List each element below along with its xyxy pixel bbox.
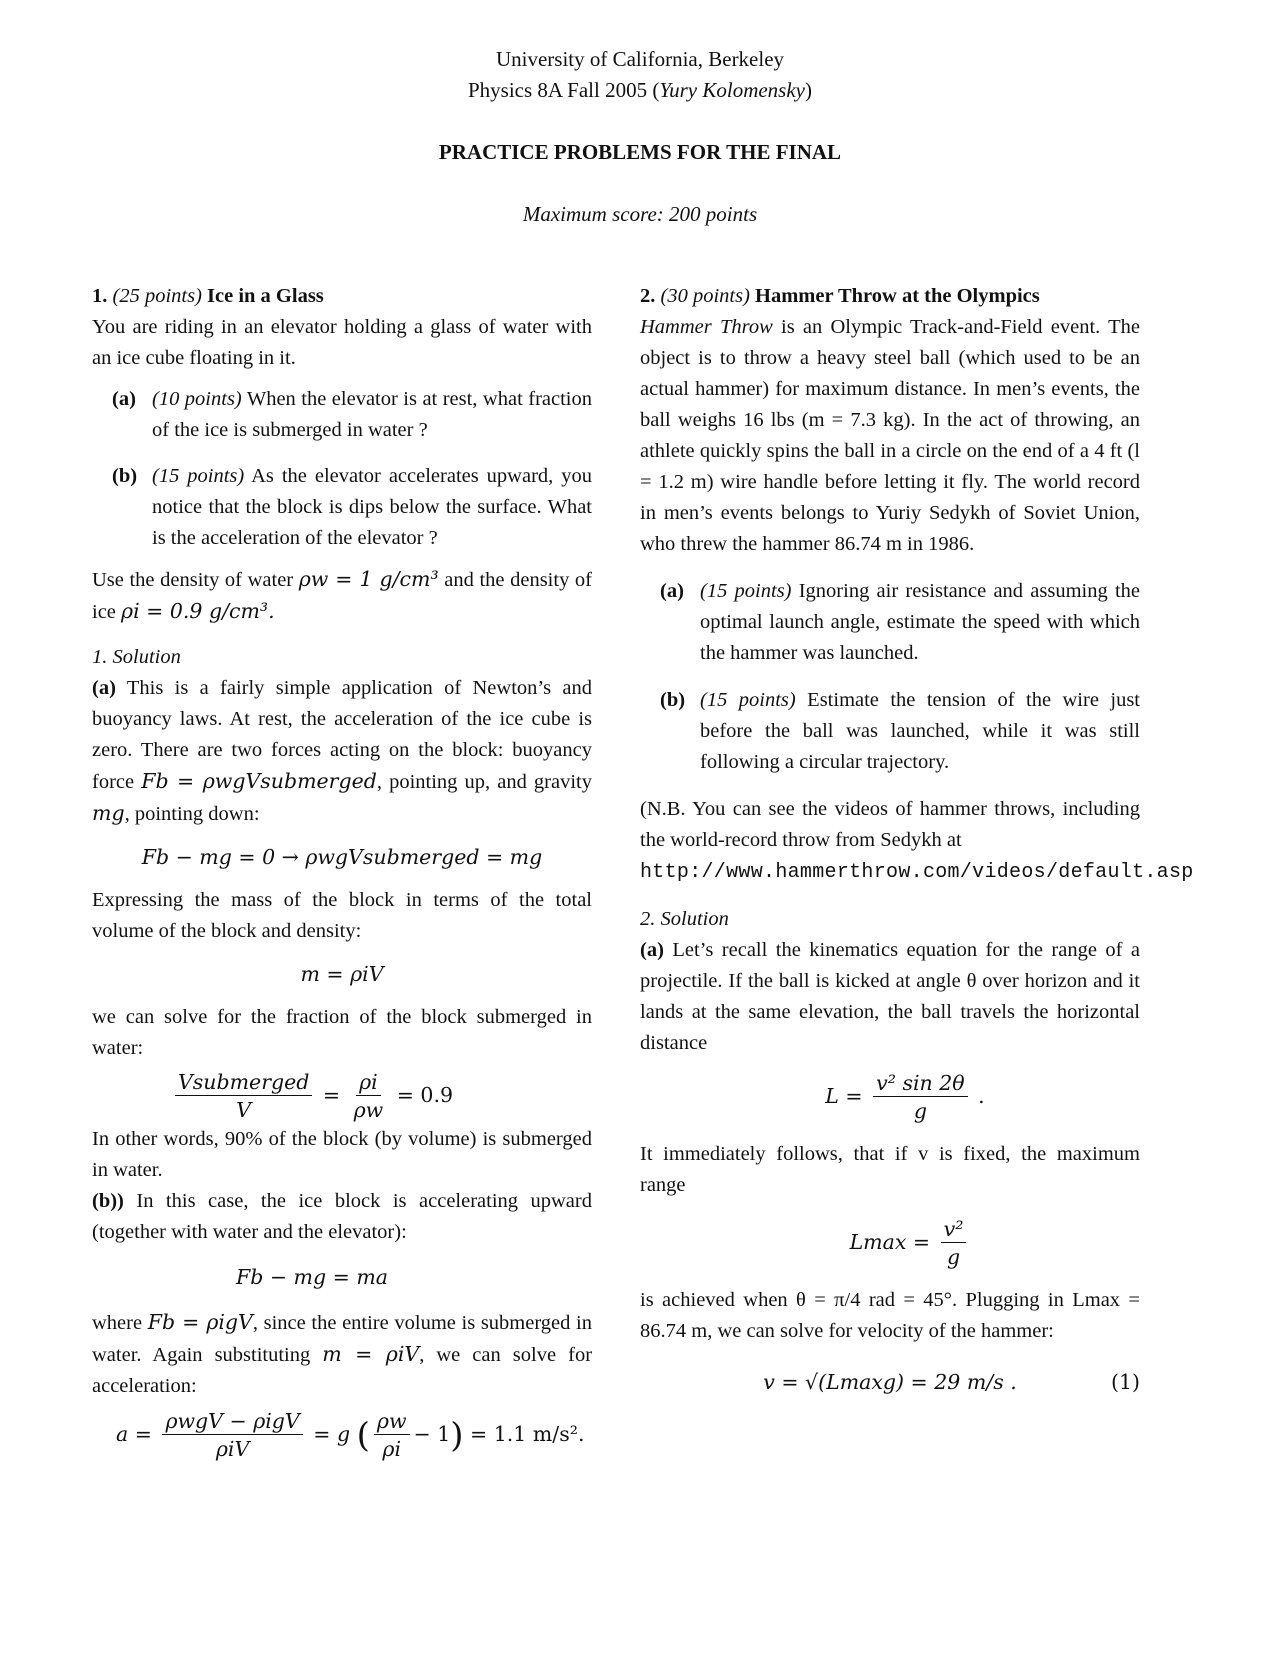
solution-1-heading: 1. Solution [92, 646, 181, 668]
problem-1-part-b [112, 461, 592, 554]
problem-1-column [92, 281, 592, 1466]
equation-fraction: $\frac{\text{Vsubmerged}}{V}$ = $\frac{\rho i}{\rho w}$ = 0.9 [32, 1068, 592, 1124]
solution-2-heading: 2. Solution [640, 908, 729, 930]
course-prefix: Physics 8A Fall 2005 ( [468, 78, 660, 102]
fraction-acceleration: $\frac{\text{ρwgV − ρigV}}{\text{ρiV}}$ [162, 1408, 302, 1463]
problem-1-part-a [112, 384, 592, 446]
problem-2-part-a [660, 576, 1140, 669]
max-range-text: It immediately follows, that if v is fixed, the maximum range [640, 1143, 1140, 1196]
problem-2-intro-body: is an Olympic Track-and-Field event. The object is to throw a heavy steel ball (which used to be an actual hammer) for maximum distance. In men’s events, the ball weighs 16 lbs (m = 7.3 kg). In the act of throwing, an athlete quickly spins the ball in a circle on the end of a 4 ft (l = 1.2 m) wire handle before letting it fly. The world record in men’s events belongs to Yuriy Sedykh of Soviet Union, who threw the hammer 86.74 m in 1986. [640, 316, 1140, 555]
equation-mass: m = ρiV [300, 962, 384, 986]
solution-2a-label: (a) [640, 939, 664, 961]
problem-1-points: (25 points) [112, 285, 202, 307]
problem-2-intro-italic: Hammer Throw [640, 316, 773, 338]
achieved-text: is achieved when θ = π/4 rad = 45°. Plugging in Lmax = 86.74 m, we can solve for velocity of the hammer: [640, 1289, 1140, 1342]
equation-max-range: Lmax = $\frac{\text{v²}}{g}$ [680, 1211, 1140, 1273]
solution-1a-part3: , pointing down: [124, 803, 260, 825]
problem-2-heading: Hammer Throw at the Olympics [755, 285, 1040, 307]
university-name: University of California, Berkeley [495, 47, 785, 71]
fraction-max-range: $\frac{\text{v²}}{g}$ [941, 1216, 967, 1271]
density-mid: and the density of ice [92, 569, 592, 623]
solution-1b-body: In this case, the ice block is accelerating upward (together with water and the elevator): [92, 1190, 592, 1243]
problem-2-intro [640, 312, 1140, 560]
problem-2-points: (30 points) [660, 285, 750, 307]
p2-part-a-label: (a) [660, 580, 684, 602]
nb-text: (N.B. You can see the videos of hammer throws, including the world-record throw from Sedykh at [640, 798, 1140, 851]
part-b-points: (15 points) [152, 465, 245, 487]
equation-newton: Fb − mg = ma [236, 1265, 388, 1289]
fraction-range: $\frac{\text{v² sin 2θ}}{g}$ [873, 1070, 968, 1125]
solution-1b-text [92, 1186, 592, 1248]
problem-1-intro: You are riding in an elevator holding a glass of water with an ice cube floating in it. [92, 316, 592, 369]
part-a-question: When the elevator is at rest, what fraction of the ice is submerged in water ? [152, 388, 592, 441]
substitution-text: where Fb = ρigV, since the entire volume is submerged in water. Again substituting m = ρiV, we can solve for acceleration: [92, 1310, 593, 1397]
course-line [0, 75, 1280, 106]
fraction-result: = 0.9 [396, 1083, 454, 1107]
equation-number: (1) [1110, 1370, 1140, 1394]
gravity-formula: mg [92, 801, 125, 825]
instructor-name: Yury Kolomensky [659, 78, 805, 102]
fraction-volume: $\frac{\text{Vsubmerged}}{V}$ [175, 1069, 312, 1124]
part-a-text [152, 384, 592, 446]
equation-range: L = $\frac{\text{v² sin 2θ}}{g}$ . [825, 1071, 985, 1123]
density-ice: ρi = 0.9 g/cm³. [121, 599, 275, 623]
problem-1-title [92, 281, 592, 312]
max-score: Maximum score: 200 points [522, 202, 758, 226]
equation-acceleration: a = $\frac{\text{ρwgV − ρigV}}{\text{ρiV}}$ = g ( $\frac{\rho w}{\rho i}$ − 1) = 1.1 m/s². [116, 1409, 585, 1461]
solution-1a-label: (a) [92, 677, 116, 699]
equation-velocity: v = √(Lmaxg) = 29 m/s . (1) [640, 1367, 1140, 1398]
fraction-density-ratio: $\frac{\rho w}{\rho i}$ [374, 1408, 410, 1463]
p2-part-b-text: (15 points) Estimate the tension of the wire just before the ball was launched, while it was still following a circular trajectory. [700, 689, 1140, 773]
submerged-conclusion: In other words, 90% of the block (by volume) is submerged in water. [92, 1128, 592, 1181]
part-b-question: As the elevator accelerates upward, you notice that the block is dips below the surface. What is the acceleration of the elevator ? [152, 465, 592, 549]
density-statement [92, 564, 592, 628]
document-title: PRACTICE PROBLEMS FOR THE FINAL [438, 140, 842, 164]
mass-expression-text: Expressing the mass of the block in terms of the total volume of the block and density: [92, 889, 592, 942]
problem-2-column [640, 281, 1194, 1398]
problem-1-number: 1. [92, 285, 108, 307]
solution-1a-part1: This is a fairly simple application of Newton’s and buoyancy laws. At rest, the acceleration of the ice cube is zero. There are two forces acting on the block: buoyancy force [92, 677, 592, 793]
mass-substitution: m = ρiV [322, 1342, 420, 1366]
hammerthrow-link[interactable]: http://www.hammerthrow.com/videos/default.asp [640, 861, 1194, 884]
problem-2-part-b [660, 685, 1140, 778]
solution-1b-label: (b)) [92, 1190, 124, 1212]
part-a-points: (10 points) [152, 388, 242, 410]
problem-2-title [640, 281, 1140, 312]
problem-2-number: 2. [640, 285, 656, 307]
density-water: ρw = 1 g/cm³ [298, 567, 439, 591]
solve-fraction-text: we can solve for the fraction of the block submerged in water: [92, 1006, 592, 1059]
acceleration-result: = 1.1 m/s². [470, 1422, 585, 1446]
part-a-label: (a) [112, 388, 136, 410]
solution-1a-part2: , pointing up, and gravity [376, 771, 592, 793]
buoyancy-formula: Fb = ρwgVsubmerged [141, 769, 377, 793]
fraction-density: $\frac{\rho i}{\rho w}$ [353, 1070, 384, 1122]
problem-1-heading: Ice in a Glass [207, 285, 324, 307]
course-suffix: ) [805, 78, 812, 102]
p2-part-a-text: (15 points) Ignoring air resistance and assuming the optimal launch angle, estimate the speed with which the hammer was launched. [700, 580, 1140, 664]
part-b-text [152, 461, 592, 554]
equation-force-balance: Fb − mg = 0 → ρwgVsubmerged = mg [141, 845, 543, 869]
solution-1a-text [92, 673, 592, 830]
solution-2a-text: (a) Let’s recall the kinematics equation for the range of a projectile. If the ball is kicked at angle θ over horizon and it lands at the same elevation, the ball travels the horizontal distance [640, 939, 1141, 1054]
part-b-label: (b) [112, 465, 138, 487]
density-pre: Use the density of water [92, 569, 294, 591]
p2-part-b-label: (b) [660, 689, 686, 711]
nb-note [640, 794, 1194, 888]
buoyancy-full-formula: Fb = ρigV [147, 1310, 253, 1334]
